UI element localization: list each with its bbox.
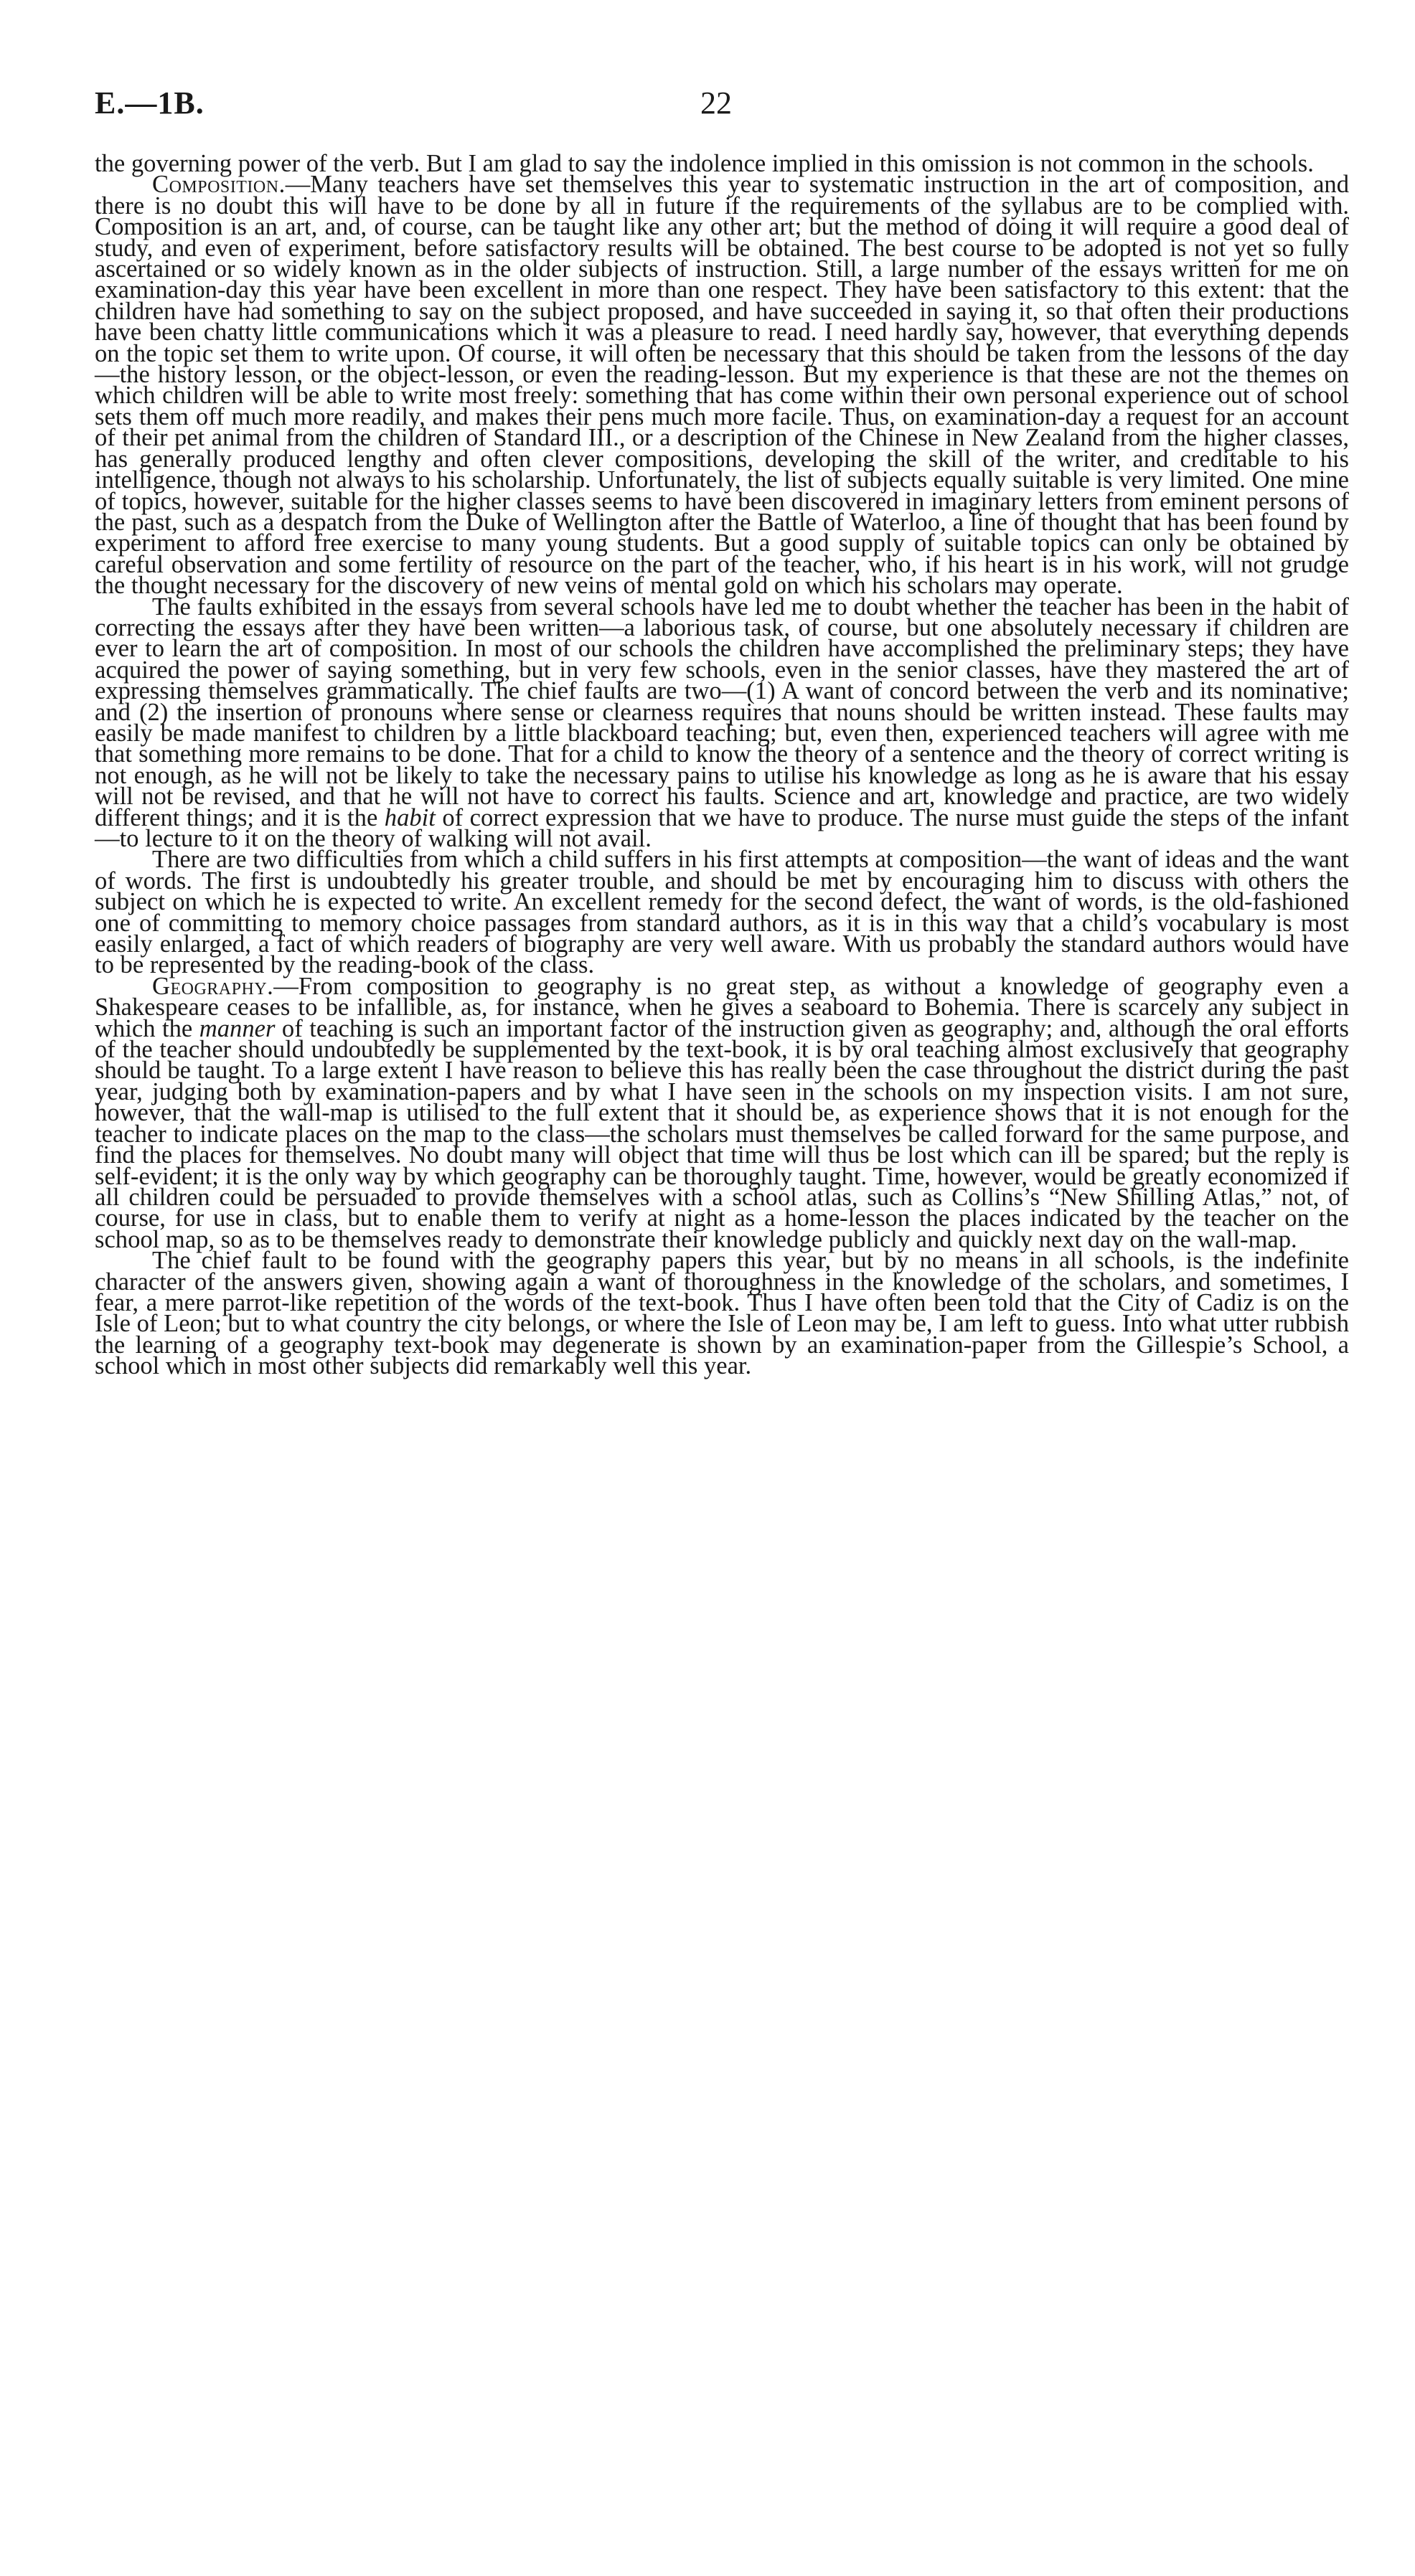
- document-reference: E.—1B.: [95, 85, 205, 121]
- paragraph-text: The chief fault to be found with the geography papers this year, but by no means in all schools, is the indefinite character of the answers given, showing again a want of thoroughness in the knowledge of the scholars, and sometimes, I fear, a mere parrot-like repetition of the words of the text-book. Thus I have often been told that the City of Cadiz is on the Isle of Leon; but to what country the city belongs, or where the Isle of Leon may be, I am left to guess. Into what utter rubbish the learning of a geography text-book may degenerate is shown by an examination-paper from the Gillespie’s School, a school which in most other subjects did remarkably well this year.: [95, 1247, 1349, 1380]
- paragraph-composition: [95, 171, 1349, 600]
- paragraph-text: There are two difficulties from which a child suffers in his first attempts at composition—the want of ideas and the want of words. The first is undoubtedly his greater trouble, and should be met by encouraging him to discuss with others the subject on which he is expected to write. An excellent remedy for the second defect, the want of words, is the old-fashioned one of committing to memory choice passages from standard authors, as it is in this way that a child’s vocabulary is most easily enlarged, a fact of which readers of biography are very well aware. With us probably the standard authors would have to be represented by the reading-book of the class.: [95, 846, 1349, 979]
- paragraph-text: —From composition to geography is no great step, as without a knowledge of geography even a Shakespeare ceases to be infallible, as, for instance, when he gives a seaboard to Bohemia. There is scarcely any subject in which the: [95, 972, 1349, 1042]
- paragraph-text: of correct expression that we have to produce. The nurse must guide the steps of the infant—to lecture to it on the theory of walking will not avail.: [95, 803, 1349, 852]
- page-number: 22: [700, 85, 732, 121]
- emphasis-text: habit: [384, 803, 436, 831]
- emphasis-text: manner: [199, 1014, 276, 1042]
- paragraph-geography: [95, 972, 1349, 1253]
- section-heading-geography: Geography.: [152, 972, 274, 1000]
- paragraph-text: —Many teachers have set themselves this year to systematic instruction in the art of composition, and there is no doubt this will have to be done by all in future if the requirements of the syllabus are to be complied with. Composition is an art, and, of course, can be taught like any other art; but the method of doing it will require a good deal of study, and even of experiment, before satisfactory results will be obtained. The best course to be adopted is not yet so fully ascertained or so widely known as in the older subjects of instruction. Still, a large number of the essays written for me on examination-day this year have been excellent in more than one respect. They have been satisfactory to this extent: that the children have had something to say on the subject proposed, and have succeeded in saying it, so that often their productions have been chatty little communications which it was a pleasure to read. I need hardly say, however, that everything depends on the topic set them to write upon. Of course, it will often be necessary that this should be taken from the lessons of the day—the history lesson, or the object-lesson, or even the reading-lesson. But my experience is that these are not the themes on which children will be able to write most freely: something that has come within their own personal experience out of school sets them off much more readily, and makes their pens much more facile. Thus, on examination-day a request for an account of their pet animal from the children of Standard III., or a description of the Chinese in New Zealand from the higher classes, has generally produced lengthy and often clever compositions, developing the skill of the writer, and creditable to his intelligence, though not always to his scholarship. Unfortunately, the list of subjects equally suitable is very limited. One mine of topics, however, suitable for the higher classes seems to have been discovered in imaginary letters from eminent persons of the past, such as a despatch from the Duke of Wellington after the Battle of Waterloo, a line of thought that has been found by experiment to afford free exercise to many young students. But a good supply of suitable topics can only be obtained by careful observation and some fertility of resource on the part of the teacher, who, if his heart is in his work, will not grudge the thought necessary for the discovery of new veins of mental gold on which his scholars may operate.: [95, 171, 1349, 600]
- section-heading-composition: Composition.: [152, 171, 286, 199]
- paragraph-text: The faults exhibited in the essays from several schools have led me to doubt whether the teacher has been in the habit of correcting the essays after they have been written—a laborious task, of course, but one absolutely necessary if children are ever to learn the art of composition. In most of our schools the children have accomplished the preliminary steps; they have acquired the power of saying something, but in very few schools, even in the senior classes, have they mastered the art of expressing themselves grammatically. The chief faults are two—(1) A want of concord between the verb and its nominative; and (2) the insertion of pronouns where sense or clearness requires that nouns should be written instead. These faults may easily be made manifest to children by a little blackboard teaching; but, even then, experienced teachers will agree with me that something more remains to be done. That for a child to know the theory of a sentence and the theory of correct writing is not enough, as he will not be likely to take the necessary pains to utilise his knowledge as long as he is aware that his essay will not be revised, and that he will not have to correct his faults. Science and art, knowledge and practice, are two widely different things; and it is the: [95, 593, 1349, 831]
- paragraph-geography-faults: [95, 1247, 1349, 1380]
- paragraph-difficulties: [95, 846, 1349, 979]
- body-text: [95, 150, 1349, 1380]
- paragraph-text: the governing power of the verb. But I am glad to say the indolence implied in this omission is not common in the schools.: [95, 150, 1314, 177]
- paragraph-faults: [95, 593, 1349, 852]
- page-header: [95, 85, 1349, 142]
- document-page: [95, 85, 1349, 1380]
- paragraph-text: of teaching is such an important factor of the instruction given as geography; and, although the oral efforts of the teacher should undoubtedly be supplemented by the text-book, it is by oral teaching almost exclusively that geography should be taught. To a large extent I have reason to believe this has really been the case throughout the district during the past year, judging both by examination-papers and by what I have seen in the schools on my inspection visits. I am not sure, however, that the wall-map is utilised to the full extent that it should be, as experience shows that it is not enough for the teacher to indicate places on the map to the class—the scholars must themselves be called forward for the same purpose, and find the places for themselves. No doubt many will object that time will thus be lost which can ill be spared; but the reply is self-evident; it is the only way by which geography can be thoroughly taught. Time, however, would be greatly economized if all children could be persuaded to provide themselves with a school atlas, such as Collins’s “New Shilling Atlas,” not, of course, for use in class, but to enable them to verify at night as a home-lesson the places indicated by the teacher on the school map, so as to be themselves ready to demonstrate their knowledge publicly and quickly next day on the wall-map.: [95, 1014, 1349, 1253]
